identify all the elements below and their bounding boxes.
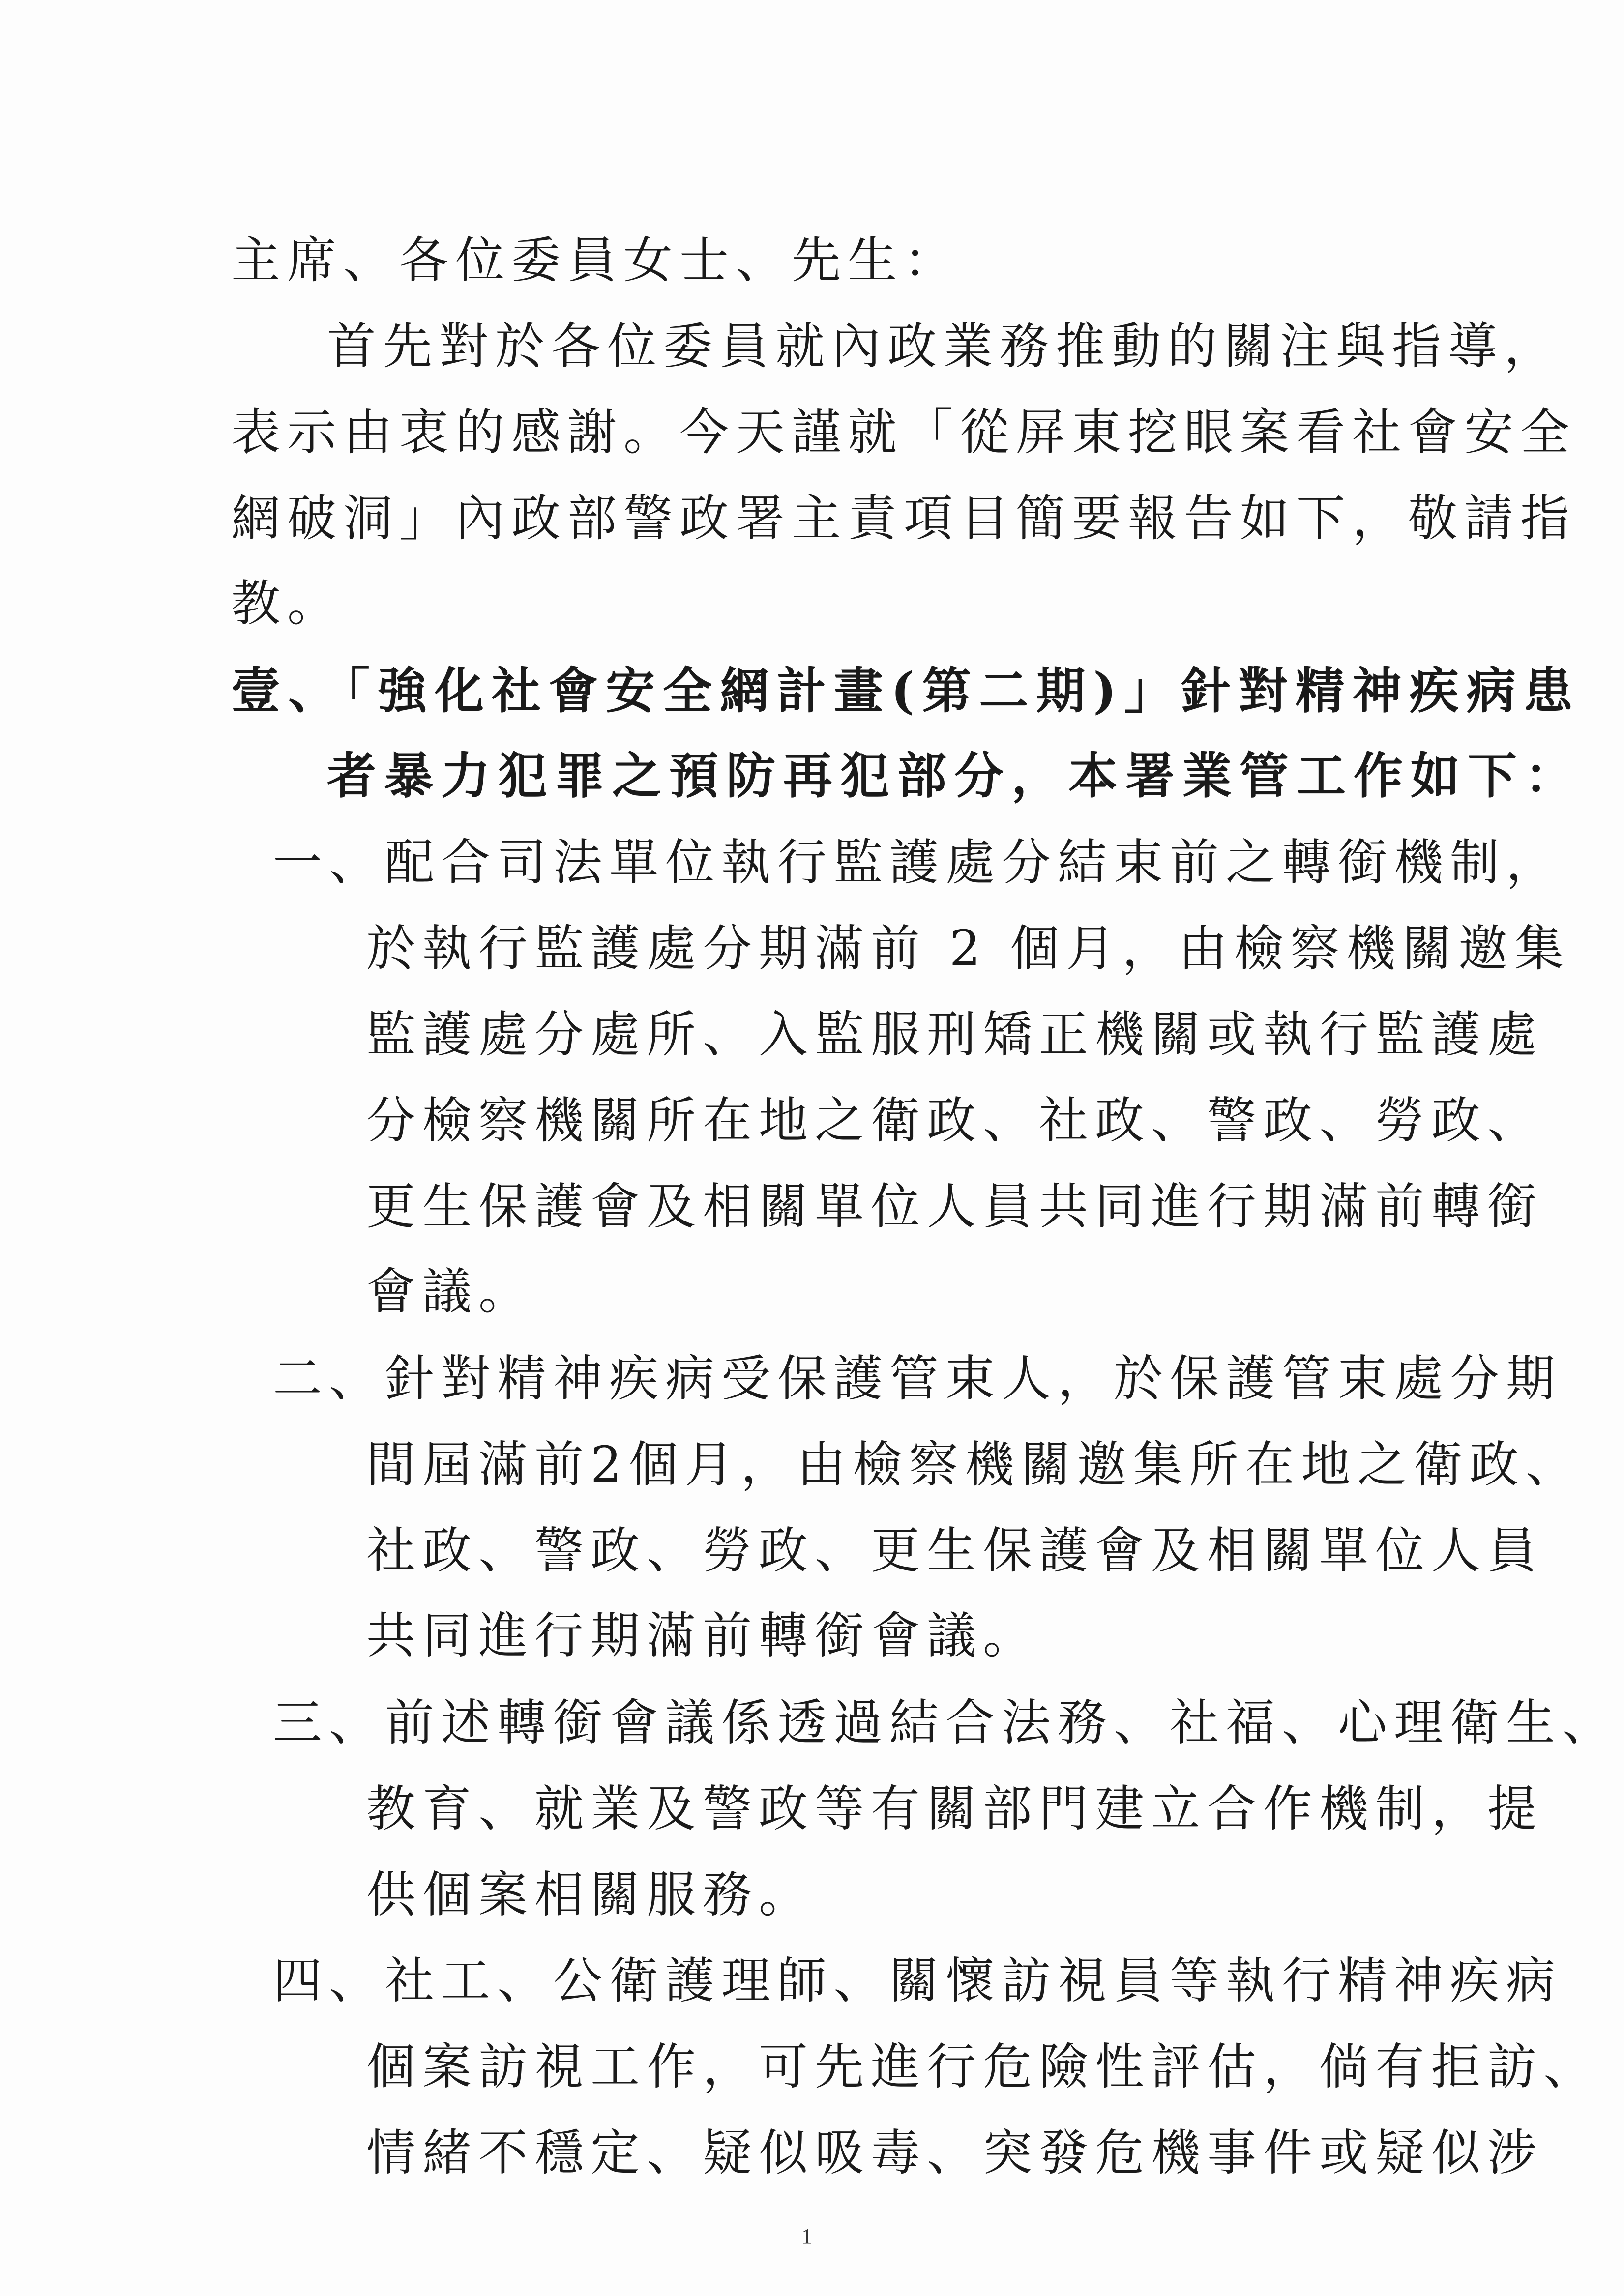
item-3-line-3: 供個案相關服務。: [366, 1866, 815, 1923]
item-2-line-4: 共同進行期滿前轉銜會議。: [366, 1607, 1039, 1664]
section-heading-line-1: 壹、「強化社會安全網計畫(第二期)」針對精神疾病患: [231, 662, 1581, 720]
item-1-line-1: 一、配合司法單位執行監護處分結束前之轉銜機制，: [273, 834, 1562, 891]
intro-line-3: 網破洞」內政部警政署主責項目簡要報告如下，敬請指: [231, 490, 1576, 547]
item-4-line-1: 四、社工、公衛護理師、關懷訪視員等執行精神疾病: [273, 1952, 1562, 2009]
item-1-line-3: 監護處分處所、入監服刑矯正機關或執行監護處: [366, 1006, 1543, 1063]
intro-line-1: 首先對於各位委員就內政業務推動的關注與指導，: [327, 318, 1560, 375]
item-1-line-2: 於執行監護處分期滿前 2 個月，由檢察機關邀集: [366, 920, 1571, 977]
item-2-line-3: 社政、警政、勞政、更生保護會及相關單位人員: [366, 1522, 1543, 1579]
salutation: 主席、各位委員女士、先生：: [231, 232, 960, 289]
item-3-line-1: 三、前述轉銜會議係透過結合法務、社福、心理衛生、: [273, 1694, 1618, 1751]
item-3-line-2: 教育、就業及警政等有關部門建立合作機制，提: [366, 1780, 1543, 1837]
intro-line-4: 教。: [231, 575, 343, 632]
intro-line-2: 表示由衷的感謝。今天謹就「從屏東挖眼案看社會安全: [231, 404, 1576, 461]
page-number: 1: [801, 2224, 812, 2248]
item-4-line-3: 情緒不穩定、疑似吸毒、突發危機事件或疑似涉: [366, 2124, 1543, 2181]
item-1-line-5: 更生保護會及相關單位人員共同進行期滿前轉銜: [366, 1178, 1543, 1235]
item-2-line-1: 二、針對精神疾病受保護管束人，於保護管束處分期: [273, 1350, 1562, 1407]
item-4-line-2: 個案訪視工作，可先進行危險性評估，倘有拒訪、: [366, 2038, 1599, 2095]
item-1-line-4: 分檢察機關所在地之衛政、社政、警政、勞政、: [366, 1092, 1543, 1149]
item-2-line-2: 間屆滿前2個月，由檢察機關邀集所在地之衛政、: [366, 1436, 1582, 1493]
section-heading-line-2: 者暴力犯罪之預防再犯部分，本署業管工作如下：: [327, 747, 1582, 805]
item-1-line-6: 會議。: [366, 1263, 534, 1320]
